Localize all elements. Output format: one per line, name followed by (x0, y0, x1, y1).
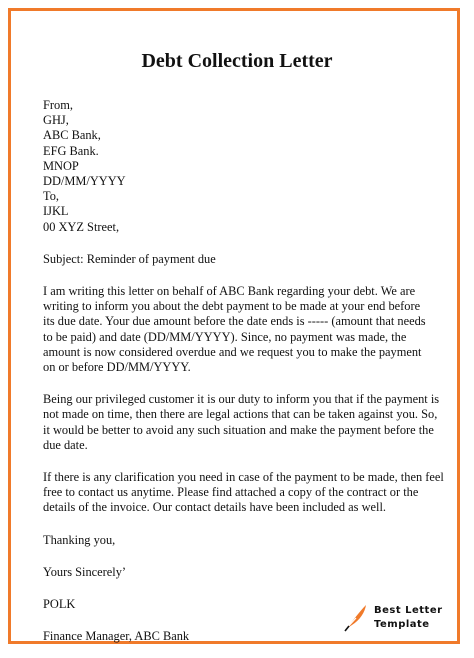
paragraph-line: not made on time, then there are legal actions that can be taken against you. So, (43, 407, 438, 422)
address-line: To, (43, 189, 59, 204)
paragraph-line: details of the invoice. Our contact details have been included as well. (43, 500, 387, 515)
logo-line-1: Best Letter (374, 605, 443, 616)
paragraph-line: Being our privileged customer it is our duty to inform you that if the payment is (43, 392, 440, 407)
address-line: DD/MM/YYYY (43, 174, 126, 189)
paragraph-line: on or before DD/MM/YYYY. (43, 360, 191, 375)
paragraph-warning (43, 392, 443, 453)
paragraph-line: amount is now considered overdue and we request you to make the payment (43, 344, 422, 359)
address-line: GHJ, (43, 113, 69, 128)
address-line: IJKL (43, 204, 69, 219)
thanks-line: Thanking you, (43, 532, 116, 547)
address-line: From, (43, 98, 73, 112)
closing-line: Yours Sincerely’ (43, 564, 127, 579)
letter-title: Debt Collection Letter (141, 50, 333, 72)
paragraph-line: free to contact us anytime. Please find attached a copy of the contract or the (43, 485, 419, 500)
paragraph-line: it would be better to avoid any such situation and make the payment before the (43, 422, 434, 437)
logo-wordmark (374, 604, 443, 632)
logo-line-2: Template (374, 619, 430, 630)
paragraph-line: writing to inform you about the debt payment to be made at your end before (43, 299, 421, 314)
letter-body (43, 98, 443, 644)
subject-line: Subject: Reminder of payment due (43, 251, 216, 266)
address-line: 00 XYZ Street, (43, 219, 120, 234)
paragraph-line: I am writing this letter on behalf of ABC Bank regarding your debt. We are (43, 284, 416, 299)
paragraph-intro (43, 284, 443, 375)
address-block (43, 98, 443, 235)
paragraph-line: due date. (43, 437, 88, 452)
paragraph-line: If there is any clarification you need in case of the payment to be made, then feel (43, 470, 444, 485)
signer-title: Finance Manager, ABC Bank (43, 629, 190, 644)
address-line: MNOP (43, 158, 79, 173)
address-line: EFG Bank. (43, 143, 99, 158)
address-line: ABC Bank, (43, 128, 101, 143)
paragraph-line: to be paid) and date (DD/MM/YYYY). Since, no payment was made, the (43, 329, 407, 344)
signer-name: POLK (43, 597, 76, 612)
brand-logo (343, 600, 443, 636)
paragraph-contact (43, 470, 443, 516)
quill-pen-icon (343, 602, 369, 632)
paragraph-line: its due date. Your due amount before the date ends is ----- (amount that needs (43, 314, 426, 329)
